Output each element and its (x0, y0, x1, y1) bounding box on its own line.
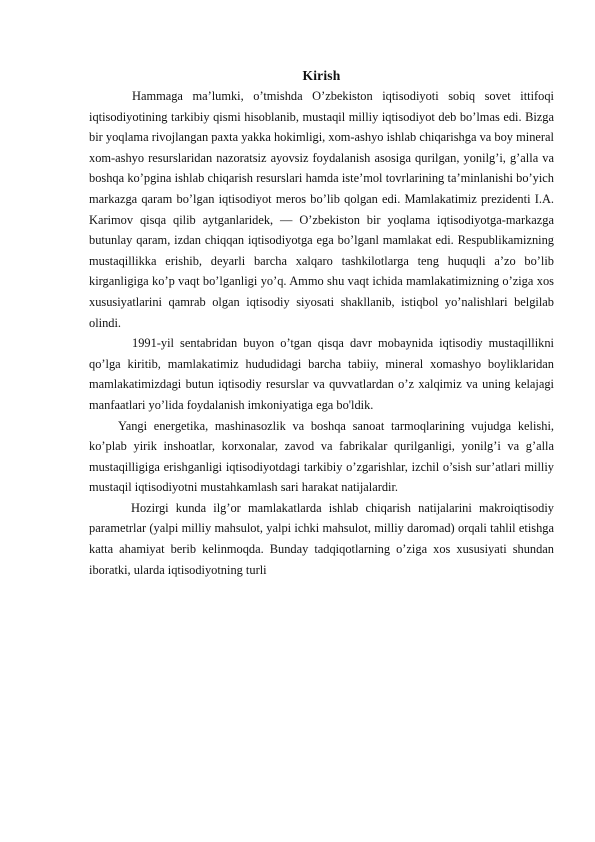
document-title: Kirish (302, 68, 341, 83)
paragraph-macroeconomics: Hozirgi kunda ilg’or mamlakatlarda ishlab chiqarish natijalarini makroiqtisodiy parametrlar (yalpi milliy mahsulot, yalpi ichki mahsulot, milliy daromad) orqali tahlil etishga katta ahamiyat berib kelinmoqda. Bunday tadqiqotlarning o’ziga xos xususiyati shundan iboratki, ularda iqtisodiyotning turli (89, 500, 554, 577)
document-body (89, 67, 554, 580)
paragraph-independence: 1991-yil sentabridan buyon o’tgan qisqa davr mobaynida iqtisodiy mustaqillikni qo’lga kiritib, mamlakatimiz hududidagi barcha tabiiy, mineral xomashyo boyliklaridan mamlakatimizdagi butun iqtisodiy resurslar va quvvatlardan o’z xalqimiz va uning kelajagi manfaatlari yo’lida foydalanish imkoniyatiga ega bo'ldik. (89, 336, 554, 412)
paragraph-industry: Yangi energetika, mashinasozlik va boshqa sanoat tarmoqlarining vujudga kelishi, ko’plab yirik inshoatlar, korxonalar, zavod va fabrikalar qurilganligi, yonilg’i va g’alla mustaqilligiga erishganligi iqtisodiyotdagi tarkibiy o’zgarishlar, izchil o’sish sur’atlari milliy mustaqil iqtisodiyotni mustahkamlash sari harakat natijalardir. (89, 418, 554, 495)
paragraph-intro: Hammaga ma’lumki, o’tmishda O’zbekiston iqtisodiyoti sobiq sovet ittifoqi iqtisodiyotining tarkibiy qismi hisoblanib, mustaqil milliy iqtisodiyot deb bo’lmas edi. Bizga bir yoqlama rivojlangan paxta yakka hokimligi, xom-ashyo ishlab chiqarishga va boy mineral xom-ashyo resurslaridan nazoratsiz ayovsiz foydalanish asosiga qurilgan, yonilg’i, g’alla va boshqa ko’pgina ishlab chiqarish resurslari hamda iste’mol tovrlarining ta’minlanishi bo’yich markazga qaram bo’lgan iqtisodiyot meros bo’lib qolgan edi. Mamlakatimiz prezidenti I.A. Karimov qisqa qilib aytganlaridek, — O’zbekiston bir yoqlama iqtisodiyotga-markazga butunlay qaram, izdan chiqqan iqtisodiyotga ega bo’lganl mamlakat edi. Respublikamizning mustaqillikka erishib, deyarli barcha xalqaro tashkilotlarga teng huquqli a’zo bo’lib kirganligiga ko’p vaqt bo’lganligi yo’q. Ammo shu vaqt ichida mamlakatimizning o’ziga xos xususiyatlarini qamrab olgan iqtisodiy siyosati shakllanib, istiqbol yo’nalishlari belgilab olindi. (89, 89, 554, 330)
